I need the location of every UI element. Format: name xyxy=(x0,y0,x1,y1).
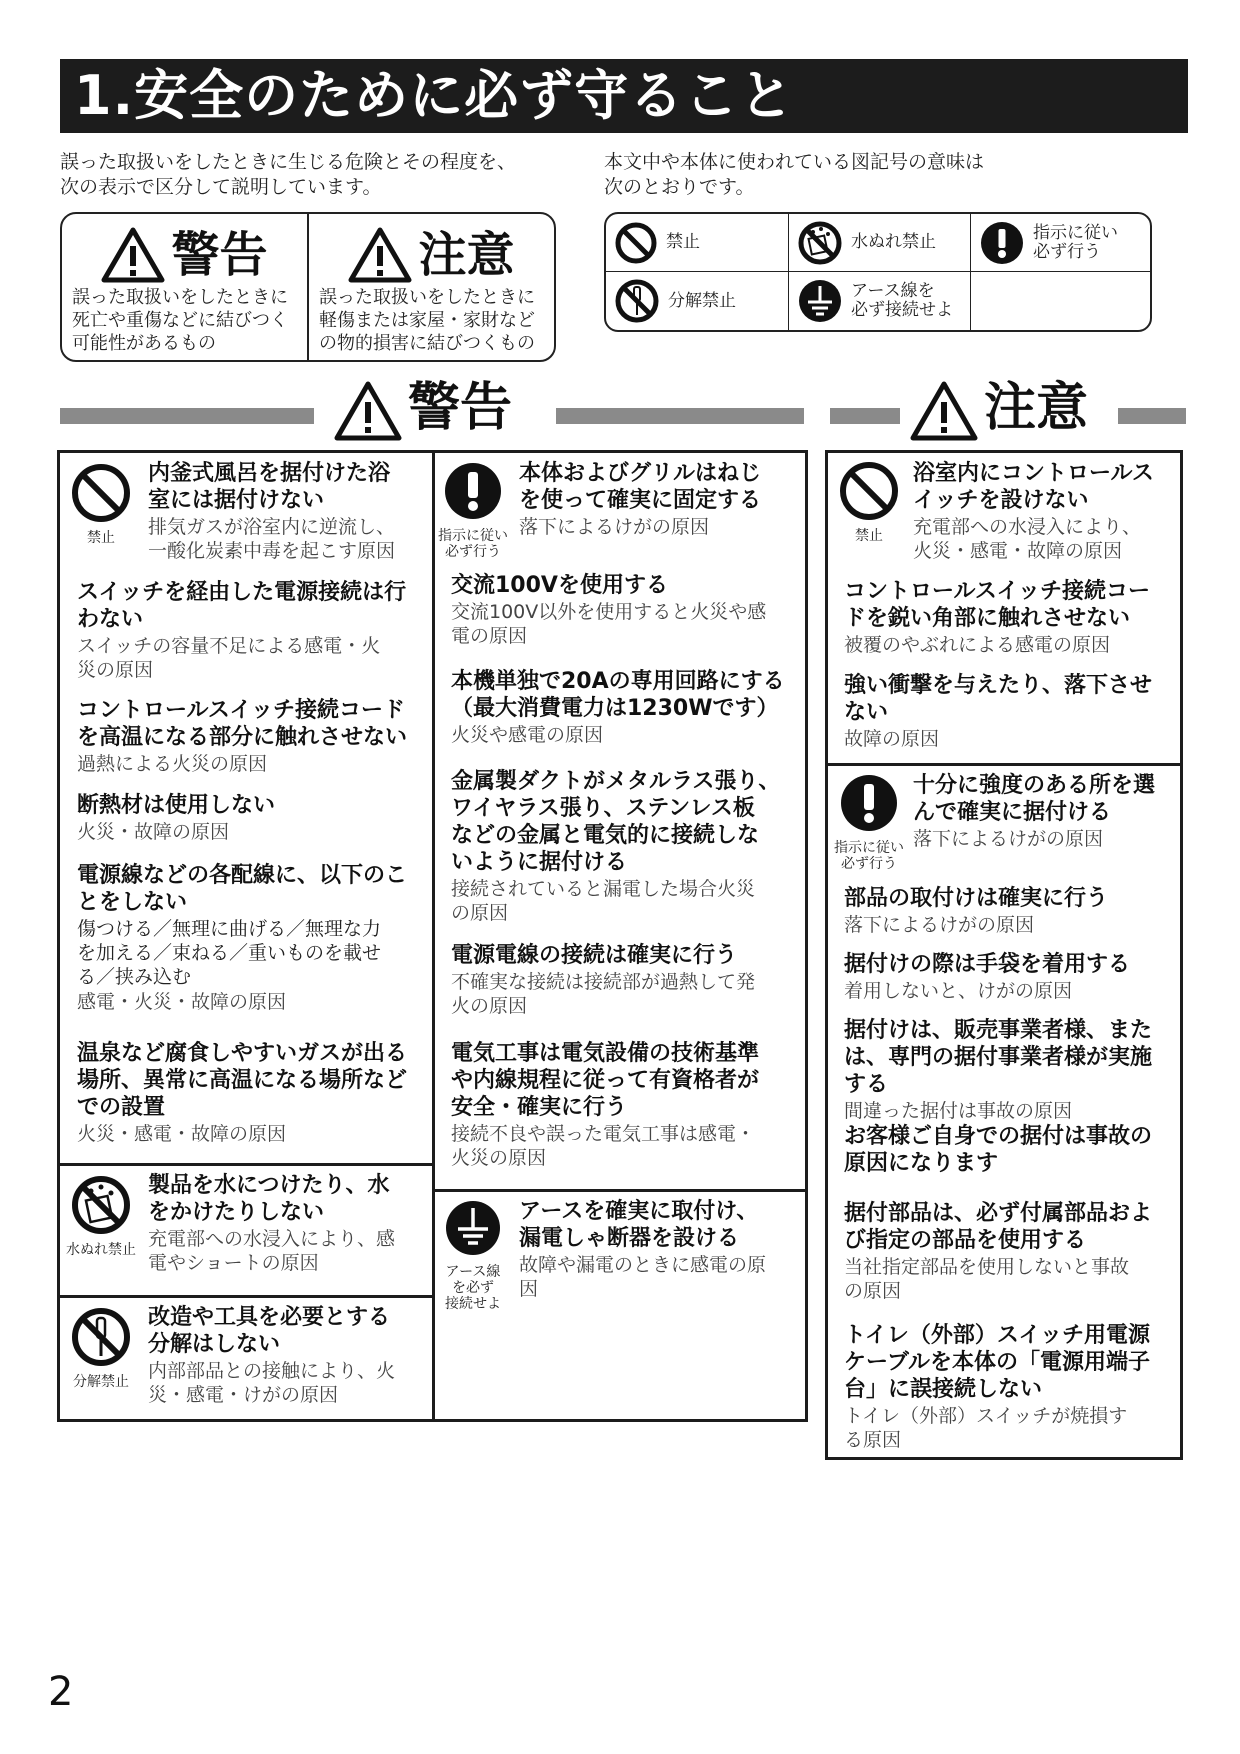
item-desc: 故障や漏電のときに感電の原 xyxy=(519,1254,767,1276)
mandatory-action-icon xyxy=(979,220,1025,266)
mandatory-marker xyxy=(833,772,905,872)
item-desc: トイレ（外部）スイッチが焼損す xyxy=(844,1405,1128,1427)
warning-triangle-icon xyxy=(334,380,402,442)
mandatory-action-icon xyxy=(442,460,504,522)
item-heading: 製品を水につけたり、水 xyxy=(148,1173,390,1198)
prohibited-marker xyxy=(65,462,137,546)
item-desc: 災の原因 xyxy=(77,659,154,681)
warning-item xyxy=(519,1198,803,1301)
ground-icon xyxy=(443,1198,503,1258)
legend-warning-word: 警告 xyxy=(171,227,268,283)
title-bar xyxy=(60,59,1188,133)
warning-item xyxy=(451,942,803,1018)
no-disassembly-marker xyxy=(65,1306,137,1390)
warning-triangle-icon xyxy=(348,226,412,284)
item-desc: 不確実な接続は接続部が過熱して発 xyxy=(451,971,756,993)
item-heading: 室には据付けない xyxy=(148,488,325,513)
page-title: 1.安全のために必ず守ること xyxy=(74,64,795,127)
item-heading: 部品の取付けは確実に行う xyxy=(844,886,1109,911)
icon-label: 分解禁止 xyxy=(73,1374,129,1390)
item-heading: 据付部品は、必ず付属部品およ xyxy=(844,1201,1153,1226)
caution-item xyxy=(844,951,1180,1003)
no-water-icon xyxy=(70,1174,132,1236)
item-heading: する xyxy=(844,1072,889,1097)
item-heading: での設置 xyxy=(77,1095,166,1120)
warning-item xyxy=(451,668,803,747)
item-heading: コントロールスイッチ接続コー xyxy=(844,579,1151,604)
warning-item xyxy=(148,460,426,563)
item-heading: イッチを設けない xyxy=(913,488,1089,513)
icon-label: 禁止 xyxy=(855,528,883,544)
warning-triangle-icon xyxy=(101,226,165,284)
item-heading: 改造や工具を必要とする xyxy=(148,1305,391,1330)
caution-item xyxy=(844,1322,1180,1452)
item-desc: 交流100V以外を使用すると火災や感 xyxy=(451,601,767,623)
item-desc: を加える／束ねる／重いものを載せ xyxy=(77,942,382,964)
warning-item xyxy=(519,460,803,539)
item-heading: 浴室内にコントロールス xyxy=(913,461,1154,486)
item-desc: 電やショートの原因 xyxy=(148,1252,319,1274)
symbol-prohibited xyxy=(606,214,788,271)
item-heading: 十分に強度のある所を選 xyxy=(913,773,1156,798)
mandatory-marker xyxy=(437,460,509,560)
caution-item xyxy=(844,578,1180,657)
symbol-no-water-label: 水ぬれ禁止 xyxy=(851,232,936,252)
item-desc: 火災・感電・故障の原因 xyxy=(77,1123,287,1145)
prohibited-icon xyxy=(838,460,900,522)
item-heading: ドを鋭い角部に触れさせない xyxy=(844,606,1131,631)
item-desc: 充電部への水浸入により、 xyxy=(913,516,1142,538)
section-bar xyxy=(830,408,900,424)
item-desc: 災・感電・けがの原因 xyxy=(148,1384,339,1406)
item-desc: の原因 xyxy=(451,902,509,924)
item-desc: 因 xyxy=(519,1278,539,1300)
item-desc: 火災・感電・故障の原因 xyxy=(913,540,1123,562)
legend-caution xyxy=(309,214,554,360)
no-water-icon xyxy=(797,220,843,266)
symbol-ground-label: 必ず接続せよ xyxy=(851,300,953,320)
item-desc: 電の原因 xyxy=(451,625,528,647)
caution-item xyxy=(913,772,1179,851)
no-disassembly-icon xyxy=(70,1306,132,1368)
item-desc: る／挟み込む xyxy=(77,966,192,988)
warning-item xyxy=(451,572,803,648)
item-heading: （最大消費電力は1230Wです） xyxy=(451,696,779,721)
item-heading: んで確実に据付ける xyxy=(913,800,1112,825)
item-heading: 本体およびグリルはねじ xyxy=(519,461,762,486)
item-heading: 電気工事は電気設備の技術基準 xyxy=(451,1041,760,1066)
item-heading: 内釜式風呂を据付けた浴 xyxy=(148,461,391,486)
item-heading: 断熱材は使用しない xyxy=(77,793,276,818)
item-desc: 落下によるけがの原因 xyxy=(913,828,1104,850)
signal-word-legend xyxy=(60,212,556,362)
section-bar xyxy=(556,408,804,424)
item-heading: 安全・確実に行う xyxy=(451,1095,628,1120)
item-heading: や内線規程に従って有資格者が xyxy=(451,1068,760,1093)
item-heading: 金属製ダクトがメタルラス張り、 xyxy=(451,769,781,794)
legend-warning xyxy=(62,214,309,360)
item-heading: をかけたりしない xyxy=(148,1200,325,1225)
item-heading: スイッチを経由した電源接続は行 xyxy=(77,580,407,605)
prohibited-marker xyxy=(833,460,905,544)
warning-item xyxy=(77,697,427,776)
page-number: 2 xyxy=(48,1669,74,1715)
section-warning-title: 警告 xyxy=(408,378,513,438)
section-bar xyxy=(60,408,314,424)
warning-item xyxy=(148,1304,426,1407)
warning-item xyxy=(77,792,427,844)
prohibited-icon xyxy=(70,462,132,524)
icon-label: 接続せよ xyxy=(445,1296,501,1312)
item-desc: 間違った据付は事故の原因 xyxy=(844,1100,1073,1122)
item-heading: ケーブルを本体の「電源用端子 xyxy=(844,1350,1151,1375)
intro-right-line: 本文中や本体に使われている図記号の意味は xyxy=(604,151,985,173)
item-desc: 当社指定部品を使用しないと事故 xyxy=(844,1256,1130,1278)
intro-right-line: 次のとおりです。 xyxy=(604,176,755,198)
item-heading: 電源電線の接続は確実に行う xyxy=(451,943,738,968)
icon-label: アース線 xyxy=(445,1264,501,1280)
symbol-no-disassembly xyxy=(606,272,788,330)
caution-item xyxy=(913,460,1179,563)
symbol-no-water xyxy=(789,214,970,271)
item-heading: 交流100Vを使用する xyxy=(451,573,668,598)
warning-triangle-icon xyxy=(910,380,978,442)
no-disassembly-icon xyxy=(614,278,660,324)
ground-icon xyxy=(797,278,843,324)
item-heading: 本機単独で20Aの専用回路にする xyxy=(451,669,785,694)
symbol-instruction-label: 必ず行う xyxy=(1033,241,1101,262)
legend-caution-desc: 誤った取扱いをしたときに xyxy=(319,287,535,308)
caution-item xyxy=(844,1200,1180,1303)
warning-item xyxy=(148,1172,426,1275)
symbol-ground xyxy=(789,272,970,330)
item-heading: ワイヤラス張り、ステンレス板 xyxy=(451,796,755,821)
icon-label: 禁止 xyxy=(87,530,115,546)
no-water-marker xyxy=(65,1174,137,1258)
icon-label: 水ぬれ禁止 xyxy=(66,1242,136,1258)
item-heading: 原因になります xyxy=(844,1151,999,1176)
item-heading: 場所、異常に高温になる場所など xyxy=(77,1068,408,1093)
section-bar xyxy=(1118,408,1186,424)
ground-marker xyxy=(437,1198,509,1312)
item-heading: は、専門の据付事業者様が実施 xyxy=(844,1045,1153,1070)
item-heading: コントロールスイッチ接続コード xyxy=(77,698,406,723)
symbol-instruction xyxy=(971,214,1150,271)
item-desc: 充電部への水浸入により、感 xyxy=(148,1228,396,1250)
icon-label: 必ず行う xyxy=(445,544,501,560)
item-heading: 据付けは、販売事業者様、また xyxy=(844,1018,1153,1043)
item-desc: 内部部品との接触により、火 xyxy=(148,1360,396,1382)
caution-item xyxy=(844,1017,1180,1177)
item-desc: 接続されていると漏電した場合火災 xyxy=(451,878,756,900)
item-heading: アースを確実に取付け、 xyxy=(519,1199,759,1224)
warning-item xyxy=(451,1040,803,1170)
warning-item xyxy=(451,768,803,925)
icon-label: 指示に従い xyxy=(438,528,508,544)
item-desc: 着用しないと、けがの原因 xyxy=(844,980,1073,1002)
section-caution-title: 注意 xyxy=(984,378,1089,438)
icon-label: を必ず xyxy=(452,1280,494,1296)
item-heading: び指定の部品を使用する xyxy=(844,1228,1087,1253)
item-desc: 過熱による火災の原因 xyxy=(77,753,268,775)
symbol-prohibited-label: 禁止 xyxy=(666,232,700,252)
item-heading: 漏電しゃ断器を設ける xyxy=(519,1226,740,1251)
item-desc: 落下によるけがの原因 xyxy=(519,516,710,538)
item-heading: お客様ご自身での据付は事故の xyxy=(844,1124,1153,1149)
item-desc: 火災の原因 xyxy=(451,1147,547,1169)
item-desc: 落下によるけがの原因 xyxy=(844,914,1035,936)
caution-item xyxy=(844,672,1180,751)
item-desc: 接続不良や誤った電気工事は感電・ xyxy=(451,1123,756,1145)
icon-label: 必ず行う xyxy=(841,856,897,872)
icon-label: 指示に従い xyxy=(834,840,904,856)
item-heading: いように据付ける xyxy=(451,850,628,875)
item-heading: を使って確実に固定する xyxy=(519,488,762,513)
symbol-legend xyxy=(604,212,1152,332)
item-desc: る原因 xyxy=(844,1429,902,1451)
item-desc: 感電・火災・故障の原因 xyxy=(77,991,287,1013)
item-heading: 据付けの際は手袋を着用する xyxy=(844,952,1131,977)
item-heading: わない xyxy=(77,607,144,632)
warning-item xyxy=(77,1040,427,1146)
caution-item xyxy=(844,885,1180,937)
item-heading: とをしない xyxy=(77,890,188,915)
item-heading: 強い衝撃を与えたり、落下させ xyxy=(844,673,1153,698)
legend-warning-desc: 死亡や重傷などに結びつく xyxy=(72,310,288,331)
item-heading: 電源線などの各配線に、以下のこ xyxy=(77,863,408,888)
legend-caution-desc: の物的損害に結びつくもの xyxy=(319,333,535,354)
symbol-instruction-label: 指示に従い xyxy=(1033,222,1118,243)
symbol-ground-label: アース線を xyxy=(851,281,935,301)
item-desc: 火の原因 xyxy=(451,995,528,1017)
item-desc: 傷つける／無理に曲げる／無理な力 xyxy=(77,918,382,940)
item-desc: スイッチの容量不足による感電・火 xyxy=(77,635,381,657)
item-desc: 火災や感電の原因 xyxy=(451,724,604,746)
legend-caution-desc: 軽傷または家屋・家財など xyxy=(319,310,535,331)
item-heading: ない xyxy=(844,700,889,725)
item-heading: トイレ（外部）スイッチ用電源 xyxy=(844,1323,1151,1348)
item-desc: 被覆のやぶれによる感電の原因 xyxy=(844,634,1111,656)
item-desc: 排気ガスが浴室内に逆流し、 xyxy=(148,516,396,538)
item-desc: 故障の原因 xyxy=(844,728,940,750)
item-heading: 分解はしない xyxy=(148,1332,281,1357)
item-heading: などの金属と電気的に接続しな xyxy=(451,823,760,848)
intro-left xyxy=(60,150,516,200)
legend-warning-desc: 可能性があるもの xyxy=(72,333,216,354)
intro-left-line: 誤った取扱いをしたときに生じる危険とその程度を、 xyxy=(60,151,517,173)
item-heading: 温泉など腐食しやすいガスが出る xyxy=(77,1041,408,1066)
legend-warning-desc: 誤った取扱いをしたときに xyxy=(72,287,288,308)
item-heading: 台」に誤接続しない xyxy=(844,1377,1043,1402)
warning-item xyxy=(77,862,427,1014)
intro-left-line: 次の表示で区分して説明しています。 xyxy=(60,176,382,198)
intro-right xyxy=(604,150,984,200)
legend-caution-word: 注意 xyxy=(418,227,515,283)
symbol-no-disassembly-label: 分解禁止 xyxy=(668,290,736,311)
warning-item xyxy=(77,579,427,682)
item-desc: の原因 xyxy=(844,1280,902,1302)
item-desc: 一酸化炭素中毒を起こす原因 xyxy=(148,540,396,562)
item-desc: 火災・故障の原因 xyxy=(77,821,230,843)
prohibited-icon xyxy=(614,221,658,265)
mandatory-action-icon xyxy=(838,772,900,834)
item-heading: を高温になる部分に触れさせない xyxy=(77,725,408,750)
